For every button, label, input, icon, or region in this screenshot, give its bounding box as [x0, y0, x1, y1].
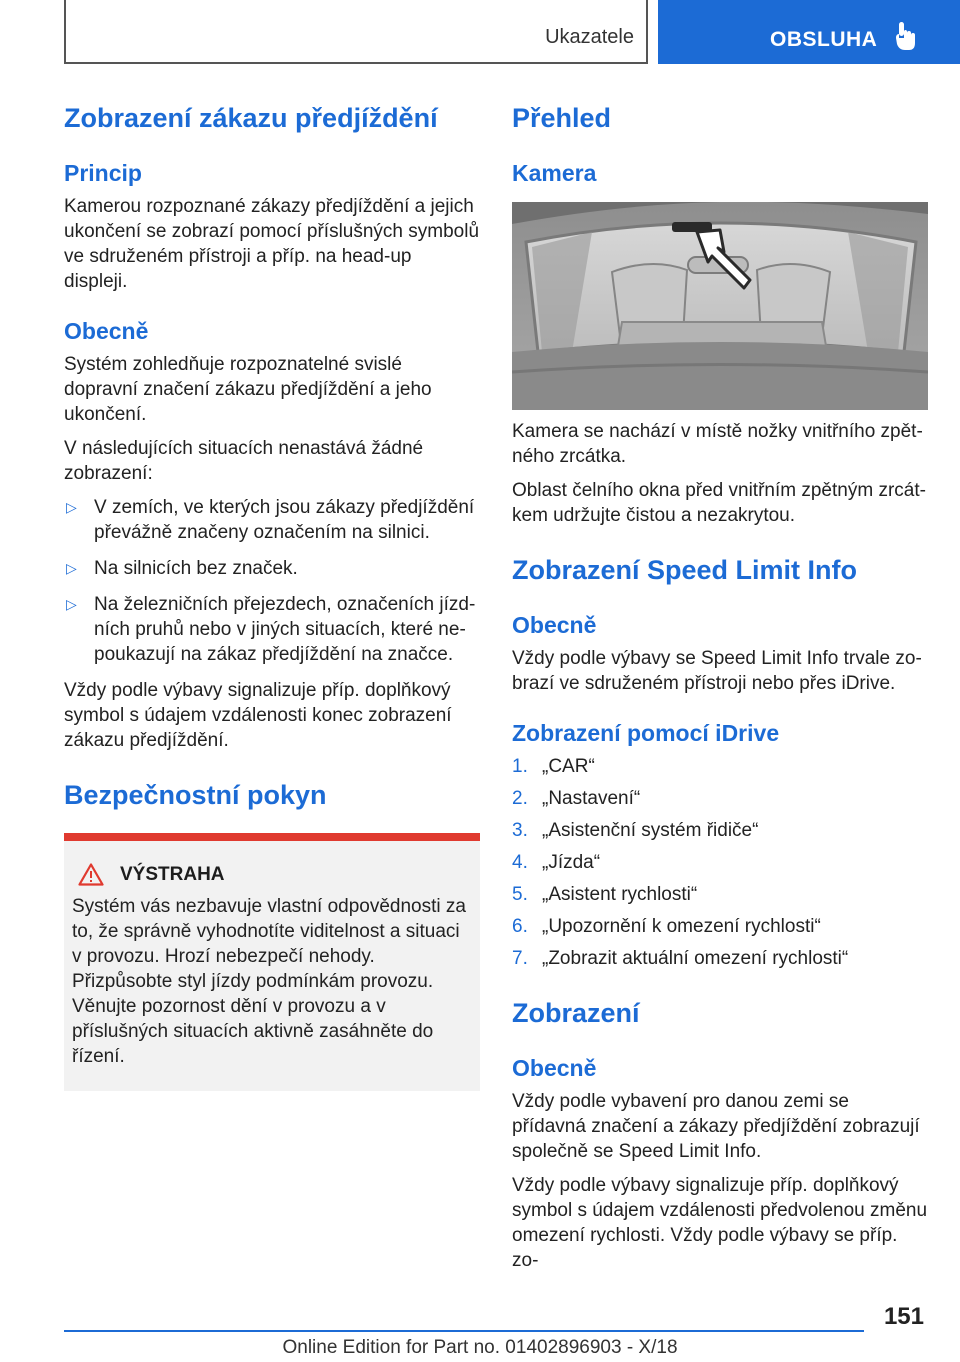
list-item: 3. „Asistenční systém řidiče“: [512, 820, 759, 841]
general-text-3: Vždy podle výbavy signalizuje příp. doplňkový symbol s údajem vzdálenosti konec zobrazení zákazu předjíždění.: [64, 680, 452, 751]
hand-pointer-icon: [896, 22, 916, 50]
general-text-2: V následujících situacích nenastává žádné zobrazení:: [64, 438, 424, 484]
heading-principle: Princip: [64, 160, 142, 186]
heading-general-3: Obecně: [512, 1055, 597, 1081]
list-item: 2. „Nastavení“: [512, 788, 641, 809]
list-item: ▷ V zemích, ve kterých jsou zákazy předjíždění převážně značeny označením na silnici.: [66, 497, 475, 543]
camera-location-illustration: [512, 202, 928, 410]
situation-list: [64, 495, 480, 667]
heading-overview: Přehled: [512, 103, 612, 133]
heading-display: Zobrazení: [512, 998, 640, 1028]
page-number: 151: [883, 1303, 924, 1330]
header-chapter-tab[interactable]: [658, 0, 960, 64]
camera-text-2: Oblast čelního okna před vnitřním zpětným zrcátkem udržujte čistou a nezakrytou.: [512, 480, 926, 526]
header-section-box: [64, 0, 648, 64]
warning-box: [64, 833, 480, 1091]
triangle-bullet-icon: ▷: [66, 499, 77, 515]
footer-edition: Online Edition for Part no. 01402896903 - X/18: [282, 1337, 678, 1358]
header-section-title: Ukazatele: [545, 26, 634, 48]
footer-divider: [64, 1330, 864, 1332]
warning-text: Systém vás nezbavuje vlastní odpovědnosti za to, že správně vyhodnotíte viditelnost a situaci v provozu. Hrozí nebezpečí nehody. Přizpůsobte styl jízdy podmínkám provozu. Věnujte pozornost dění v provozu a v příslušných situacích aktivně zasáhněte do řízení.: [72, 896, 466, 1067]
list-item: 1. „CAR“: [512, 756, 595, 777]
warning-header: [72, 863, 472, 886]
heading-general-2: Obecně: [512, 612, 597, 638]
left-column: [64, 100, 480, 1091]
list-item: 7. „Zobrazit aktuální omezení rychlosti“: [512, 948, 849, 969]
speed-limit-general-text: Vždy podle výbavy se Speed Limit Info trvale zobrazí ve sdruženém přístroji nebo přes iDrive.: [512, 648, 922, 694]
camera-text-1: Kamera se nachází v místě nožky vnitřního zpětného zrcátka.: [512, 421, 923, 467]
heading-idrive-display: Zobrazení pomocí iDrive: [512, 720, 780, 746]
display-text-2: Vždy podle výbavy signalizuje příp. doplňkový symbol s údajem vzdálenosti předvolenou změnu omezení rychlosti. Vždy podle výbavy se příp. zo-: [512, 1175, 928, 1271]
principle-text: Kamerou rozpoznané zákazy předjíždění a jejich ukončení se zobrazí pomocí příslušných symbolů ve sdruženém přístroji a příp. na head-up displeji.: [64, 196, 480, 292]
list-item: 5. „Asistent rychlosti“: [512, 884, 698, 905]
list-item: 4. „Jízda“: [512, 852, 601, 873]
triangle-bullet-icon: ▷: [66, 560, 77, 576]
heading-general: Obecně: [64, 318, 149, 344]
heading-camera: Kamera: [512, 160, 597, 186]
display-text-1: Vždy podle vybavení pro danou zemi se přídavná značení a zákazy předjíždění zobrazují společně se Speed Limit Info.: [512, 1091, 920, 1162]
warning-title: VÝSTRAHA: [120, 863, 225, 885]
warning-triangle-icon: [78, 863, 104, 886]
idrive-steps: [512, 754, 928, 971]
heading-speed-limit-info: Zobrazení Speed Limit Info: [512, 555, 858, 585]
heading-safety-note: Bezpečnostní pokyn: [64, 780, 327, 810]
heading-no-overtaking-display: Zobrazení zákazu předjíždění: [64, 103, 438, 133]
list-item: ▷ Na železničních přejezdech, označeních jízdních pruhů nebo v jiných situacích, které nepoukazují na zákaz předjíždění na značce.: [66, 594, 476, 665]
list-item: ▷ Na silnicích bez značek.: [66, 558, 298, 579]
triangle-bullet-icon: ▷: [66, 596, 77, 612]
list-item: 6. „Upozornění k omezení rychlosti“: [512, 916, 821, 937]
header-chapter-label: OBSLUHA: [770, 28, 878, 51]
general-text-1: Systém zohledňuje rozpoznatelné svislé dopravní značení zákazu předjíždění a jeho ukončení.: [64, 354, 432, 425]
right-column: [512, 100, 928, 1273]
